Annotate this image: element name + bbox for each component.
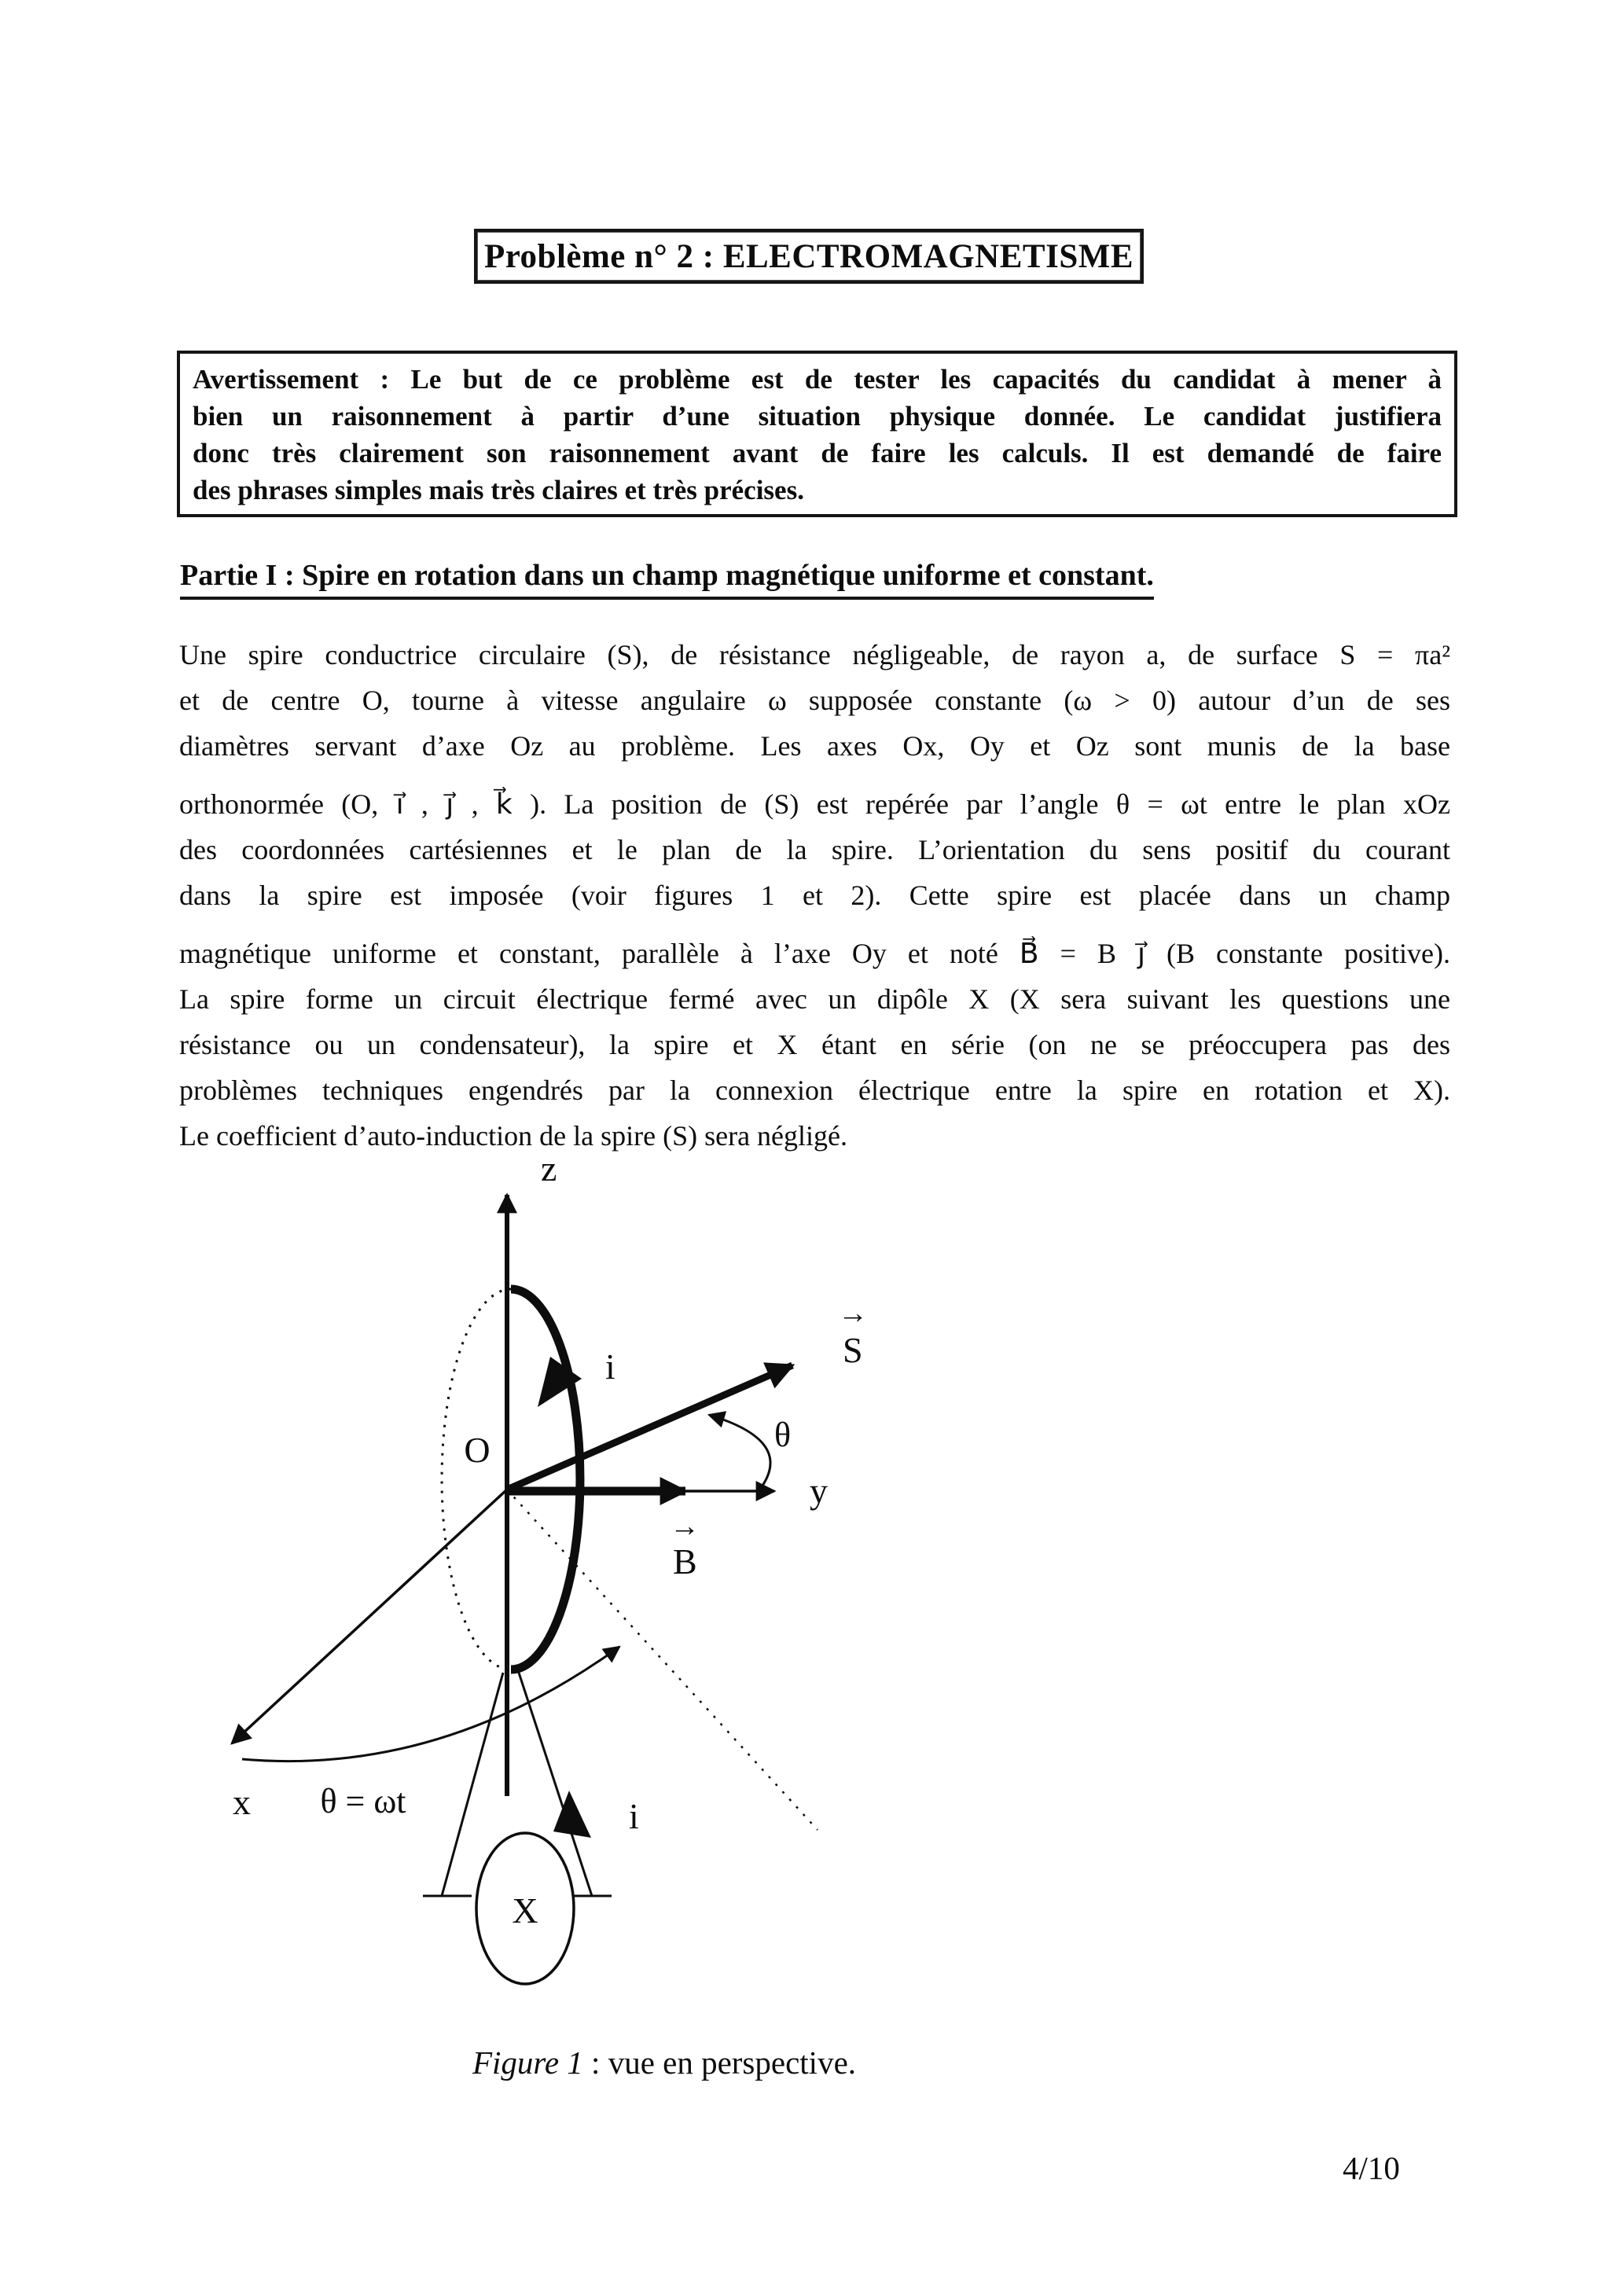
intro-paragraph — [179, 632, 1450, 1159]
b-vector-label: B — [673, 1541, 697, 1581]
y-axis-label: y — [810, 1471, 828, 1511]
paragraph-line: problèmes techniques engendrés par la connexion électrique entre la spire en rotation et X). — [179, 1075, 1450, 1106]
origin-label: O — [464, 1430, 491, 1470]
spire-ellipse-back-arc — [442, 1289, 511, 1670]
x-axis-line — [232, 1490, 507, 1743]
warning-line: donc très clairement son raisonnement avant de faire les calculs. Il est demandé de faire — [193, 438, 1442, 468]
theta-arc — [709, 1415, 770, 1486]
paragraph-line: dans la spire est imposée (voir figures 1 et 2). Cette spire est placée dans un champ — [179, 880, 1450, 911]
current-label-bottom: i — [629, 1796, 639, 1836]
problem-title: Problème n° 2 : ELECTROMAGNETISME — [483, 237, 1134, 275]
paragraph-line: résistance ou un condensateur), la spire et X étant en série (on ne se préoccupera pas des — [179, 1029, 1450, 1060]
s-vector-overarrow: → — [838, 1297, 868, 1330]
paragraph-line: des coordonnées cartésiennes et le plan de la spire. L’orientation du sens positif du courant — [179, 834, 1450, 865]
paragraph-line: orthonormée (O, i⃗ , j⃗ , k⃗ ). La position de (S) est repérée par l’angle θ = ωt entre le plan xOz — [179, 788, 1450, 820]
figure-1-diagram — [0, 1132, 1624, 2044]
warning-line: Avertissement : Le but de ce problème est de tester les capacités du candidat à mener à — [193, 364, 1442, 395]
warning-box — [177, 351, 1457, 517]
rotation-arc — [242, 1647, 619, 1761]
theta-equation-label: θ = ωt — [320, 1782, 406, 1820]
paragraph-line: et de centre O, tourne à vitesse angulaire ω supposée constante (ω > 0) autour d’un de ses — [179, 685, 1450, 716]
s-vector-label: S — [843, 1330, 863, 1370]
theta-label: θ — [774, 1416, 792, 1454]
figure-caption-title: Figure 1 — [472, 2044, 583, 2081]
warning-line: bien un raisonnement à partir d’une situation physique donnée. Le candidat justifiera — [193, 401, 1442, 432]
dipole-label: X — [512, 1890, 538, 1930]
x-axis-label: x — [233, 1782, 251, 1822]
paragraph-line: Une spire conductrice circulaire (S), de résistance négligeable, de rayon a, de surface S = πa² — [179, 639, 1450, 670]
section-heading: Partie I : Spire en rotation dans un champ magnétique uniforme et constant. — [180, 558, 1154, 600]
figure-caption — [181, 2044, 1148, 2081]
paragraph-line: magnétique uniforme et constant, parallèle à l’axe Oy et noté B⃗ = B j⃗ (B constante positive). — [179, 938, 1450, 969]
paragraph-line: diamètres servant d’axe Oz au problème. Les axes Ox, Oy et Oz sont munis de la base — [179, 730, 1450, 762]
spire-ellipse-front-arc — [511, 1289, 580, 1670]
z-axis-label: z — [541, 1148, 557, 1188]
paragraph-line: Le coefficient d’auto-induction de la spire (S) sera négligé. — [179, 1120, 848, 1152]
b-vector-overarrow: → — [670, 1510, 700, 1543]
paragraph-line: La spire forme un circuit électrique fermé avec un dipôle X (X sera suivant les questions une — [179, 983, 1450, 1015]
page-number: 4/10 — [1343, 2150, 1400, 2186]
problem-title-box — [474, 229, 1144, 284]
figure-caption-text: : vue en perspective. — [582, 2044, 857, 2081]
current-label-top: i — [605, 1346, 615, 1387]
warning-line: des phrases simples mais très claires et très précises. — [193, 475, 804, 505]
